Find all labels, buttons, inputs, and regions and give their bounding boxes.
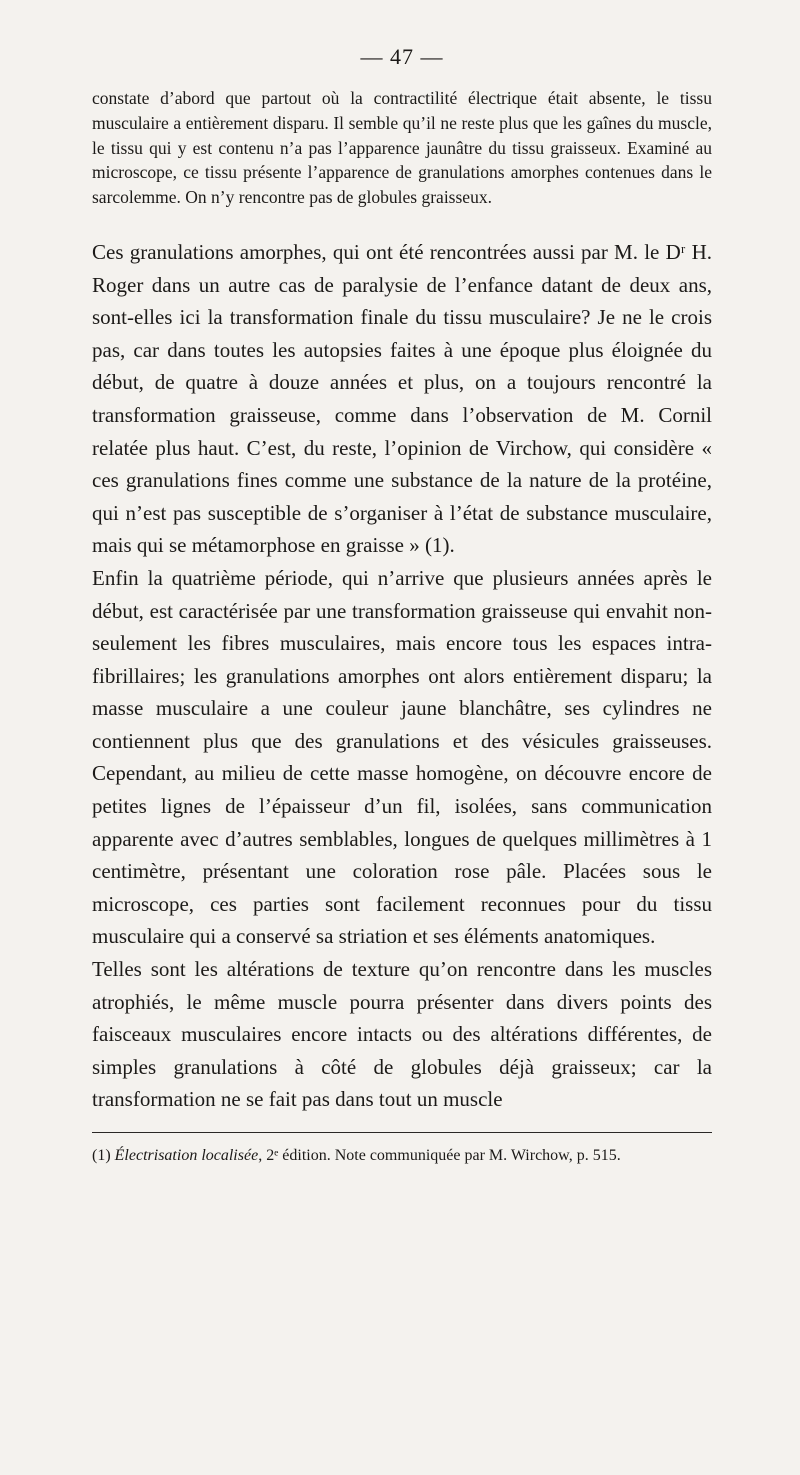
footnote-marker: (1) xyxy=(92,1147,111,1165)
footnote-title: Électrisation localisée xyxy=(114,1147,259,1165)
paragraph-2: Ces granulations amorphes, qui ont été rencontrées aussi par M. le Dʳ H. Roger dans un autre cas de paralysie de l’enfance datant de deux ans, sont-elles ici la transformation finale du tissu musculaire? Je ne le crois pas, car dans toutes les autopsies faites à une époque plus éloignée du début, de quatre à douze années et plus, on a toujours rencontré la transformation graisseuse, comme dans l’observation de M. Cornil relatée plus haut. C’est, du reste, l’opinion de Virchow, qui considère « ces granulations fines comme une substance de la nature de la protéine, qui n’est pas susceptible de s’organiser à l’état de substance musculaire, mais qui se métamorphose en graisse » (1). xyxy=(92,239,712,558)
footnote-divider xyxy=(92,1132,712,1133)
paragraph-4: Telles sont les altérations de texture qu’on rencontre dans les muscles atrophiés, le même muscle pourra présenter dans divers points des faisceaux musculaires encore intacts ou des altérations différentes, de simples granulations à côté de globules déjà graisseux; car la transformation ne se fait pas dans tout un muscle xyxy=(92,957,712,1112)
book-page xyxy=(92,44,712,1166)
footnote-text: , 2ᵉ édition. Note communiquée par M. Wirchow, p. 515. xyxy=(258,1147,621,1165)
paragraph-3: Enfin la quatrième période, qui n’arrive que plusieurs années après le début, est caractérisée par une transformation graisseuse qui envahit non-seulement les fibres musculaires, mais encore tous les espaces intra-fibrillaires; les granulations amorphes ont alors entièrement disparu; la masse musculaire a une couleur jaune blanchâtre, ses cylindres ne contiennent plus que des granulations et des vésicules graisseuses. Cependant, au milieu de cette masse homogène, on découvre encore de petites lignes de l’épaisseur d’un fil, isolées, sans communication apparente avec d’autres semblables, longues de quelques millimètres à 1 centimètre, présentant une coloration rose pâle. Placées sous le microscope, ces parties sont facilement reconnues pour du tissu musculaire qui a conservé sa striation et ses éléments anatomiques. xyxy=(92,565,712,949)
paragraph-1: constate d’abord que partout où la contractilité électrique était absente, le tissu musculaire a entièrement disparu. Il semble qu’il ne reste plus que les gaînes du muscle, le tissu qui y est contenu n’a pas l’apparence jaunâtre du tissu graisseux. Examiné au microscope, ce tissu présente l’apparence de granulations amorphes contenues dans le sarcolemme. On n’y rencontre pas de globules graisseux. xyxy=(92,88,712,208)
footnote xyxy=(92,1145,712,1166)
page-number: — 47 — xyxy=(360,44,444,69)
